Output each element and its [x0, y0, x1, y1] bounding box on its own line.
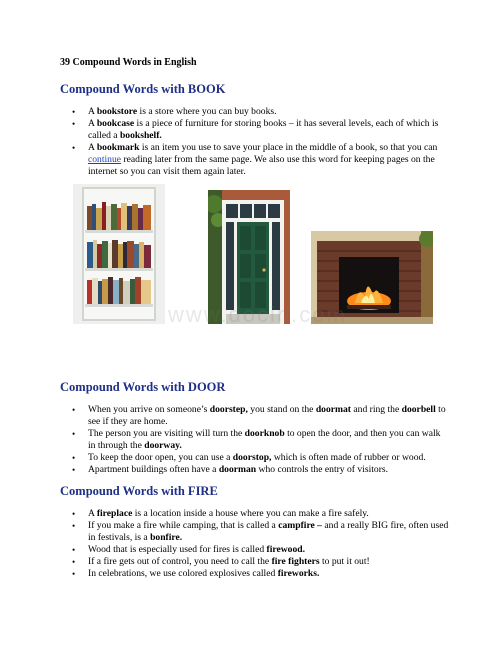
item-text: is a piece of furniture for storing books – it has several levels, each of which is called a [88, 118, 439, 141]
bold-term: firewood. [266, 544, 305, 555]
item-text: Apartment buildings often have a [88, 464, 219, 475]
bold-term: bookcase [96, 118, 135, 129]
bold-term: bookshelf. [119, 130, 162, 141]
item-text: Wood that is especially used for fires is called [88, 544, 267, 555]
list-item [60, 142, 450, 178]
item-text: reading later from the same page. We also use this word for keeping pages on the internet so you can visit them again later. [88, 154, 435, 177]
bold-term: bookstore [96, 106, 138, 117]
bold-term: doorbell [401, 404, 436, 415]
list-item [60, 464, 450, 476]
list-item [60, 404, 450, 428]
bold-term: fire fighters [271, 556, 320, 567]
watermark: www.docin.com [168, 302, 347, 327]
item-text: is an item you use to save your place in the middle of a book, so that you can [139, 142, 438, 153]
list-item [60, 508, 450, 520]
item-text: If you make a fire while camping, that is called a [88, 520, 279, 531]
list-item [60, 118, 450, 142]
list-door [60, 404, 450, 476]
list-item [60, 452, 450, 464]
list-fire [60, 508, 450, 580]
bold-term: doormat [315, 404, 351, 415]
heading-fire: Compound Words with FIRE [60, 484, 218, 498]
item-text: To keep the door open, you can use a [88, 452, 233, 463]
heading-door: Compound Words with DOOR [60, 380, 226, 394]
bold-term: doorstep, [209, 404, 248, 415]
list-item [60, 106, 450, 118]
item-text: and ring the [351, 404, 402, 415]
item-text: and a really BIG fire, often used in festivals, is a [88, 520, 449, 543]
bookshelf-photo [73, 184, 165, 324]
item-text: is a location inside a house where you can make a fire safely. [132, 508, 369, 519]
item-text: to open the door, and then you can walk in through the [88, 428, 441, 451]
list-item [60, 568, 450, 580]
list-book [60, 106, 450, 178]
item-text: to see if they are home. [88, 404, 446, 427]
list-item [60, 428, 450, 452]
bold-term: doorstop, [232, 452, 272, 463]
list-item [60, 520, 450, 544]
bold-term: fireworks. [277, 568, 320, 579]
bold-term: campfire – [278, 520, 322, 531]
list-item [60, 556, 450, 568]
item-text: The person you are visiting will turn the [88, 428, 245, 439]
continue-link[interactable]: continue [88, 154, 122, 165]
document-title: 39 Compound Words in English [60, 57, 197, 68]
heading-book: Compound Words with BOOK [60, 82, 226, 96]
item-text: When you arrive on someone’s [88, 404, 210, 415]
list-item [60, 544, 450, 556]
bold-term: fireplace [96, 508, 133, 519]
item-text: which is often made of rubber or wood. [271, 452, 426, 463]
item-text: who controls the entry of visitors. [256, 464, 389, 475]
item-text: A [88, 142, 97, 153]
item-text: to put it out! [319, 556, 370, 567]
bold-term: doorknob [244, 428, 285, 439]
bold-term: doorman [218, 464, 257, 475]
item-text: A [88, 106, 97, 117]
item-text: A [88, 508, 97, 519]
item-text: A [88, 118, 97, 129]
bold-term: bookmark [96, 142, 140, 153]
bold-term: doorway. [144, 440, 182, 451]
bold-term: bonfire. [150, 532, 183, 543]
item-text: you stand on the [247, 404, 316, 415]
item-text: In celebrations, we use colored explosives called [88, 568, 278, 579]
item-text: is a store where you can buy books. [137, 106, 277, 117]
item-text: If a fire gets out of control, you need to call the [88, 556, 272, 567]
